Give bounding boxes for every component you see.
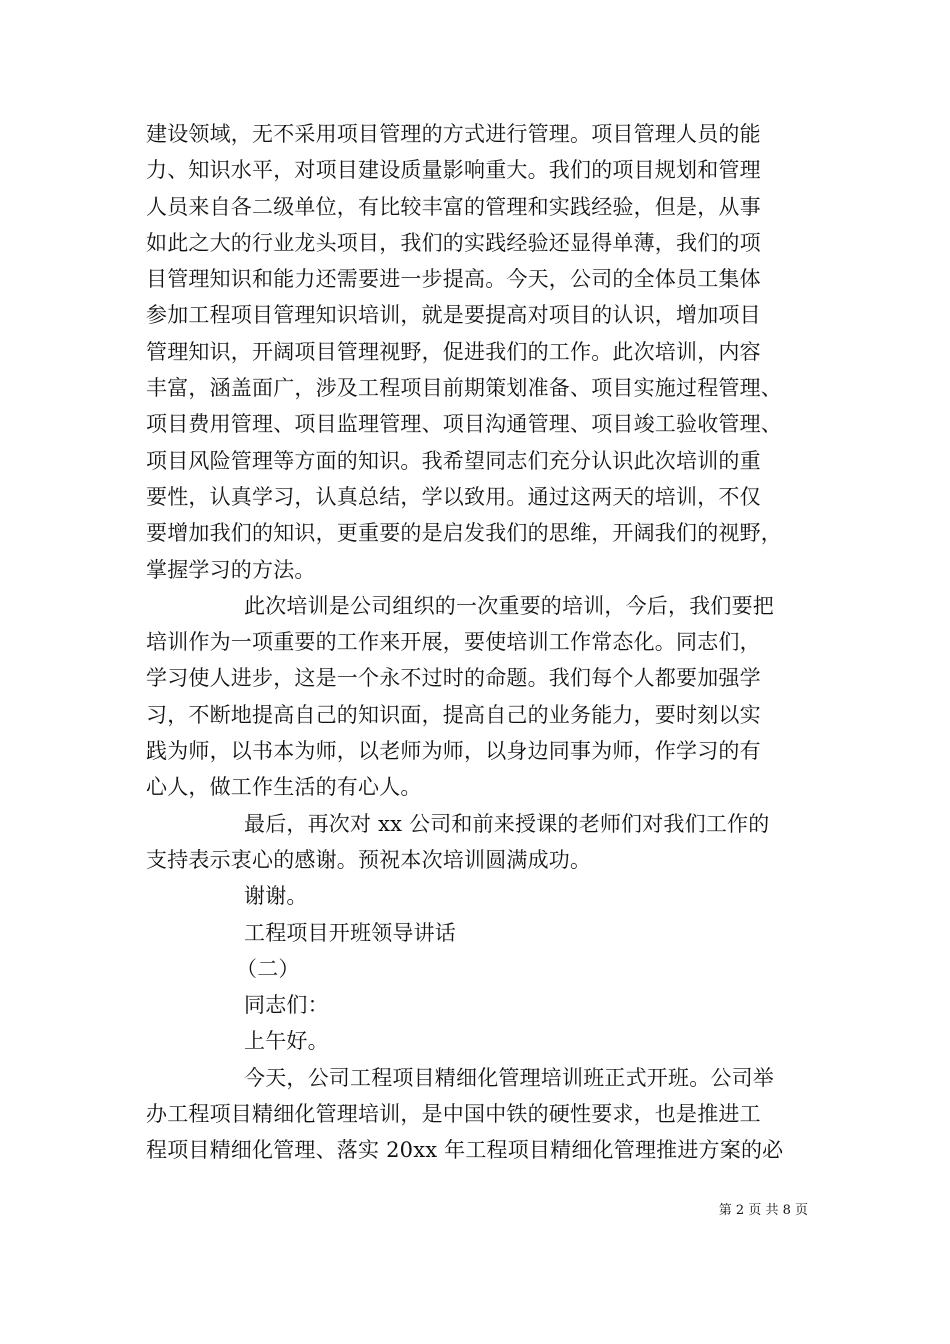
body-line: 今天，公司工程项目精细化管理培训班正式开班。公司举 xyxy=(244,1065,774,1090)
body-line: 力、知识水平，对项目建设质量影响重大。我们的项目规划和管理 xyxy=(146,158,761,183)
body-line: 掌握学习的方法。 xyxy=(146,557,316,582)
body-line: 谢谢。 xyxy=(244,884,308,909)
body-line: 如此之大的行业龙头项目，我们的实践经验还显得单薄，我们的项 xyxy=(146,230,761,255)
body-line: 管理知识，开阔项目管理视野，促进我们的工作。此次培训，内容 xyxy=(146,339,761,364)
body-line: 办工程项目精细化管理培训，是中国中铁的硬性要求，也是推进工 xyxy=(146,1102,761,1127)
body-line: 目管理知识和能力还需要进一步提高。今天，公司的全体员工集体 xyxy=(146,267,761,292)
body-line: 项目风险管理等方面的知识。我希望同志们充分认识此次培训的重 xyxy=(146,448,761,473)
body-line: 此次培训是公司组织的一次重要的培训，今后，我们要把 xyxy=(244,593,774,618)
body-line: 最后，再次对 xx 公司和前来授课的老师们对我们工作的 xyxy=(244,811,770,836)
body-line: 建设领域，无不采用项目管理的方式进行管理。项目管理人员的能 xyxy=(146,122,761,146)
page-number-footer: 第 2 页 共 8 页 xyxy=(718,1203,808,1218)
body-line: 心人，做工作生活的有心人。 xyxy=(146,775,422,800)
salutation: 同志们： xyxy=(244,993,329,1018)
body-line: 学习使人进步，这是一个永不过时的命题。我们每个人都要加强学 xyxy=(146,666,761,691)
body-line: 程项目精细化管理、落实 20xx 年工程项目精细化管理推进方案的必 xyxy=(146,1138,784,1163)
body-line: 人员来自各二级单位，有比较丰富的管理和实践经验，但是，从事 xyxy=(146,194,761,219)
body-line: 培训作为一项重要的工作来开展，要使培训工作常态化。同志们， xyxy=(146,630,761,655)
section-title: 工程项目开班领导讲话 xyxy=(244,920,456,945)
section-number: （二） xyxy=(236,956,300,981)
document-body xyxy=(146,116,814,1169)
body-line: 丰富，涵盖面广，涉及工程项目前期策划准备、项目实施过程管理、 xyxy=(146,376,782,401)
body-line: 要性，认真学习，认真总结，学以致用。通过这两天的培训，不仅 xyxy=(146,484,761,509)
body-line: 参加工程项目管理知识培训，就是要提高对项目的认识，增加项目 xyxy=(146,303,761,328)
body-line: 项目费用管理、项目监理管理、项目沟通管理、项目竣工验收管理、 xyxy=(146,412,782,437)
greeting: 上午好。 xyxy=(244,1029,329,1054)
body-line: 支持表示衷心的感谢。预祝本次培训圆满成功。 xyxy=(146,847,592,872)
body-line: 要增加我们的知识，更重要的是启发我们的思维，开阔我们的视野， xyxy=(146,521,782,546)
body-line: 习，不断地提高自己的知识面，提高自己的业务能力，要时刻以实 xyxy=(146,702,761,727)
body-line: 践为师，以书本为师，以老师为师，以身边同事为师，作学习的有 xyxy=(146,739,761,764)
